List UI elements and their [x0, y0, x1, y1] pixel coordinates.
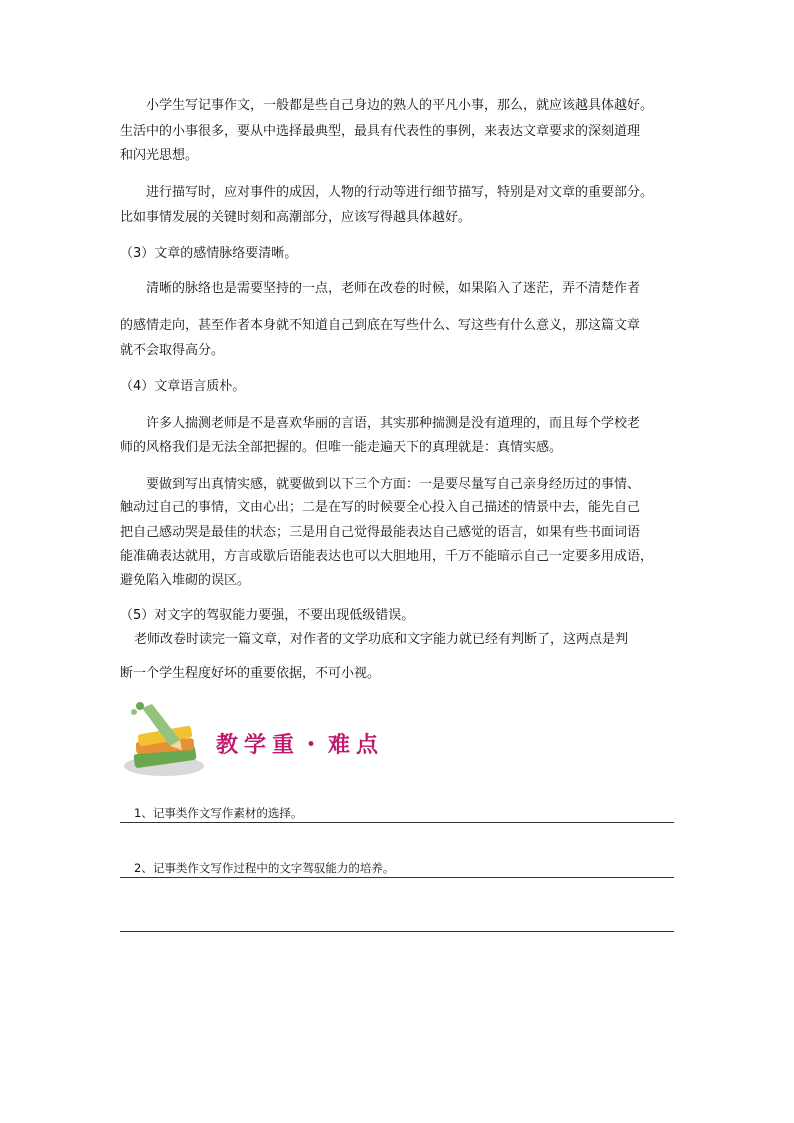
paragraph-line: 和闪光思想。 — [120, 148, 199, 163]
paragraph-line: 许多人揣测老师是不是喜欢华丽的言语，其实那种揣测是没有道理的，而且每个学校老 — [146, 416, 641, 431]
paragraph-line: 师的风格我们是无法全部把握的。但唯一能走遍天下的真理就是：真情实感。 — [120, 440, 563, 455]
paragraph-line: 触动过自己的事情，文由心出；二是在写的时候要全心投入自己描述的情景中去，能先自己 — [120, 500, 641, 515]
section-banner — [122, 700, 422, 780]
section-subheading: （4）文章语言质朴。 — [120, 379, 246, 394]
underline-rule — [120, 931, 674, 932]
underline-rule — [120, 877, 674, 878]
paragraph-line: 避免陷入堆砌的误区。 — [120, 573, 251, 588]
paragraph-line: 老师改卷时读完一篇文章，对作者的文学功底和文字能力就已经有判断了，这两点是判 — [134, 632, 629, 647]
underline-rule — [120, 822, 674, 823]
paragraph-line: 能准确表达就用，方言或歇后语能表达也可以大胆地用，千万不能暗示自己一定要多用成语， — [120, 549, 654, 564]
paragraph-line: 把自己感动哭是最佳的状态；三是用自己觉得最能表达自己感觉的语言，如果有些书面词语 — [120, 525, 641, 540]
paragraph-line: 生活中的小事很多，要从中选择最典型，最具有代表性的事例，来表达文章要求的深刻道理 — [120, 124, 641, 139]
key-point-item: 2、记事类作文写作过程中的文字驾驭能力的培养。 — [134, 861, 395, 875]
section-heading: 教学重・难点 — [216, 732, 385, 758]
section-subheading: （5）对文字的驾驭能力要强，不要出现低级错误。 — [120, 608, 415, 623]
paragraph-line: 就不会取得高分。 — [120, 343, 225, 358]
key-point-item: 1、记事类作文写作素材的选择。 — [134, 806, 303, 820]
paragraph-line: 要做到写出真情实感，就要做到以下三个方面：一是要尽量写自己亲身经历过的事情、 — [146, 477, 641, 492]
paragraph-line: 断一个学生程度好坏的重要依据，不可小视。 — [120, 666, 381, 681]
paragraph-line: 的感情走向，甚至作者本身就不知道自己到底在写些什么、写这些有什么意义，那这篇文章 — [120, 318, 641, 333]
section-subheading: （3）文章的感情脉络要清晰。 — [120, 246, 298, 261]
paragraph-line: 清晰的脉络也是需要坚持的一点，老师在改卷的时候，如果陷入了迷茫，弄不清楚作者 — [146, 281, 641, 296]
paragraph-line: 小学生写记事作文，一般都是些自己身边的熟人的平凡小事，那么，就应该越具体越好。 — [146, 98, 654, 113]
books-with-pencil-icon — [122, 700, 212, 780]
paragraph-line: 比如事情发展的关键时刻和高潮部分，应该写得越具体越好。 — [120, 210, 472, 225]
paragraph-line: 进行描写时，应对事件的成因，人物的行动等进行细节描写，特别是对文章的重要部分。 — [146, 185, 654, 200]
